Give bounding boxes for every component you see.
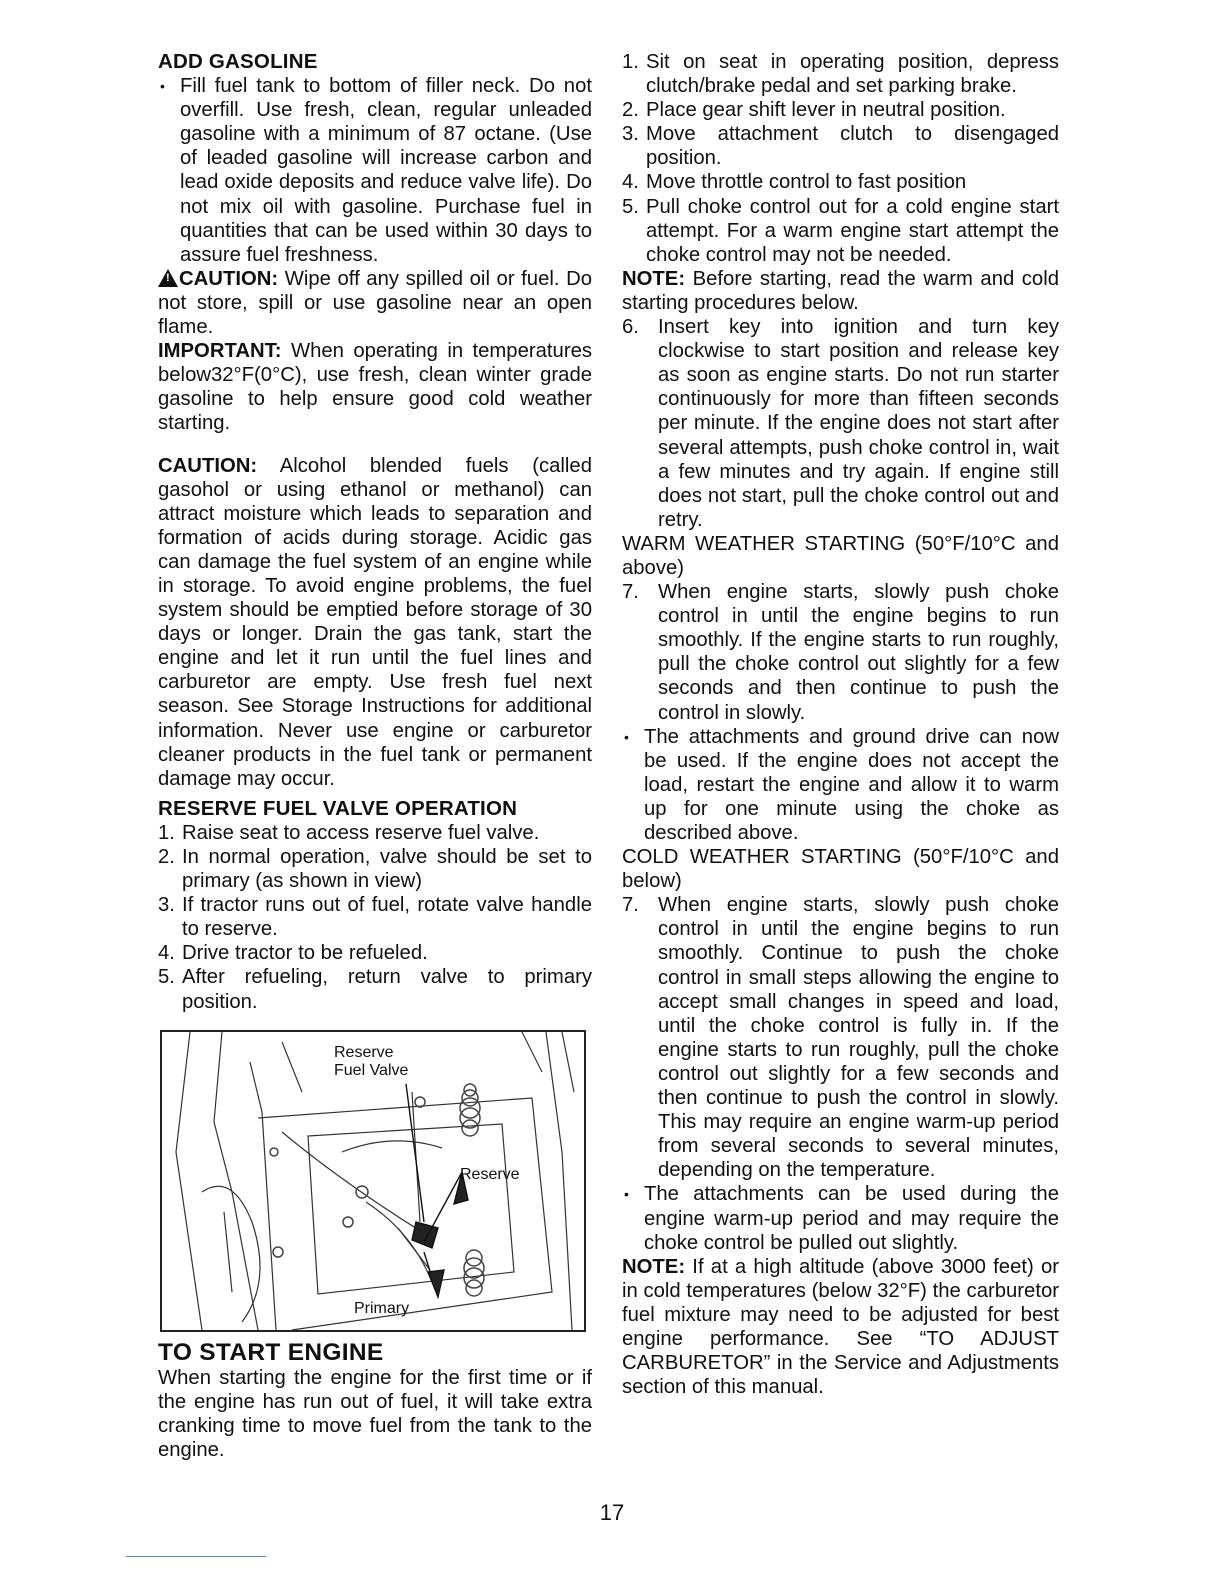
add-gasoline-list	[158, 74, 592, 267]
list-item: 7. When engine starts, slowly push choke control in until the engine begins to run smoothly. Continue to push the choke control in small steps allowing the engine to accept small changes in speed and load, until the choke control is fully in. If the engine starts to run roughly, pull the choke control out slightly for a few seconds and then continue to push the control in slowly. This may require an engine warm-up period from several seconds to several minutes, depending on the temperature.	[622, 894, 1059, 1182]
list-item: 5. Pull choke control out for a cold engine start attempt. For a warm engine start attempt the choke control may not be needed.	[622, 195, 1059, 266]
list-item: 3. If tractor runs out of fuel, rotate valve handle to reserve.	[158, 894, 592, 941]
reserve-valve-figure	[160, 1030, 586, 1332]
list-item: 4. Drive tractor to be refueled.	[158, 942, 428, 965]
figure-label-primary: Primary	[354, 1299, 410, 1317]
figure-label-reserve-fuel-valve-2: Fuel Valve	[334, 1061, 409, 1079]
caution-alcohol-label: CAUTION:	[158, 454, 258, 477]
warning-triangle-icon	[158, 269, 178, 287]
list-item: • The attachments can be used during the engine warm-up period and may require the choke control be pulled out slightly.	[622, 1182, 1059, 1254]
list-item: 5. After refueling, return valve to primary position.	[158, 966, 592, 1013]
warm-bullet-list	[622, 725, 1059, 845]
figure-label-reserve-fuel-valve-1: Reserve	[334, 1043, 394, 1061]
figure-label-reserve: Reserve	[460, 1165, 520, 1183]
add-gasoline-bullet: • Fill fuel tank to bottom of filler neck. Do not overfill. Use fresh, clean, regular unleaded gasoline with a minimum of 87 octane. (Use of leaded gasoline will increase carbon and lead oxide deposits and reduce valve life). Do not mix oil with gasoline. Purchase fuel in quantities that can be used within 30 days to assure fuel freshness.	[158, 74, 592, 267]
step-6-list	[622, 315, 1059, 532]
reserve-steps	[158, 821, 592, 1014]
caution-label: CAUTION:	[179, 267, 279, 290]
add-gasoline-heading: ADD GASOLINE	[158, 50, 318, 73]
page-number: 17	[599, 1500, 625, 1525]
reserve-valve-heading: RESERVE FUEL VALVE OPERATION	[158, 796, 518, 820]
list-item: 3. Move attachment clutch to disengaged position.	[622, 123, 1059, 170]
caution-paragraph	[158, 267, 592, 339]
cold-bullet-list	[622, 1182, 1059, 1254]
to-start-engine-text: When starting the engine for the first time or if the engine has run out of fuel, it will take extra cranking time to move fuel from the tank to the engine.	[158, 1366, 592, 1461]
note-label: NOTE:	[622, 1255, 686, 1278]
note-high-altitude: NOTE: If at a high altitude (above 3000 feet) or in cold temperatures (below 32°F) the carburetor fuel mixture may need to be adjusted for best engine performance. See “TO ADJUST CARBURETOR” in the Service and Adjustments section of this manual.	[622, 1255, 1059, 1399]
cold-weather-heading: COLD WEATHER STARTING (50°F/10°C and below)	[622, 846, 1059, 893]
important-paragraph	[158, 339, 592, 435]
warm-step-list	[622, 580, 1059, 725]
list-item: 1. Raise seat to access reserve fuel valve.	[158, 821, 540, 844]
caution-text: Wipe off any spilled oil or fuel. Do not store, spill or use gasoline near an open flame.	[158, 267, 592, 339]
left-column	[158, 50, 592, 1462]
caution-alcohol-text: Alcohol blended fuels (called gasohol or using ethanol or methanol) can attract moisture which leads to separation and formation of acids during storage. Acidic gas can damage the fuel system of an engine while in storage. To avoid engine problems, the fuel system should be emptied before storage of 30 days or longer. Drain the gas tank, start the engine and let it run until the fuel lines and carburetor are empty. Use fresh fuel next season. See Storage Instructions for additional information. Never use engine or carburetor cleaner products in the fuel tank or permanent damage may occur.	[158, 454, 592, 790]
footer-rule	[126, 1556, 266, 1557]
note-label: NOTE:	[622, 267, 686, 290]
list-item: 4. Move throttle control to fast position	[622, 171, 967, 194]
caution-alcohol-paragraph	[158, 454, 592, 791]
important-text: When operating in temperatures below32°F(0°C), use fresh, clean winter grade gasoline to help ensure good cold weather starting.	[158, 340, 592, 435]
to-start-engine-heading: TO START ENGINE	[158, 1338, 384, 1366]
start-steps	[622, 50, 1059, 267]
list-item: 2. In normal operation, valve should be set to primary (as shown in view)	[158, 846, 592, 893]
list-item: 7. When engine starts, slowly push choke control in until the engine begins to run smoothly. If the engine starts to run roughly, pull the choke control out slightly for a few seconds and then continue to push the control in slowly.	[622, 581, 1059, 724]
list-item: 6. Insert key into ignition and turn key clockwise to start position and release key as soon as engine starts. Do not run starter continuously for more than fifteen seconds per minute. If the engine does not start after several attempts, push choke control in, wait a few minutes and try again. If engine still does not start, pull the choke control out and retry.	[622, 316, 1059, 531]
cold-step-list	[622, 893, 1059, 1182]
important-label: IMPORTANT:	[158, 340, 282, 363]
note-before-starting: NOTE: Before starting, read the warm and cold starting procedures below.	[622, 267, 1059, 314]
list-item: 1. Sit on seat in operating position, depress clutch/brake pedal and set parking brake.	[622, 51, 1059, 98]
right-column	[622, 50, 1059, 1399]
list-item: • The attachments and ground drive can now be used. If the engine does not accept the load, restart the engine and allow it to warm up for one minute using the choke as described above.	[622, 725, 1059, 845]
warm-weather-heading: WARM WEATHER STARTING (50°F/10°C and above)	[622, 532, 1059, 579]
list-item: 2. Place gear shift lever in neutral position.	[622, 99, 1006, 122]
